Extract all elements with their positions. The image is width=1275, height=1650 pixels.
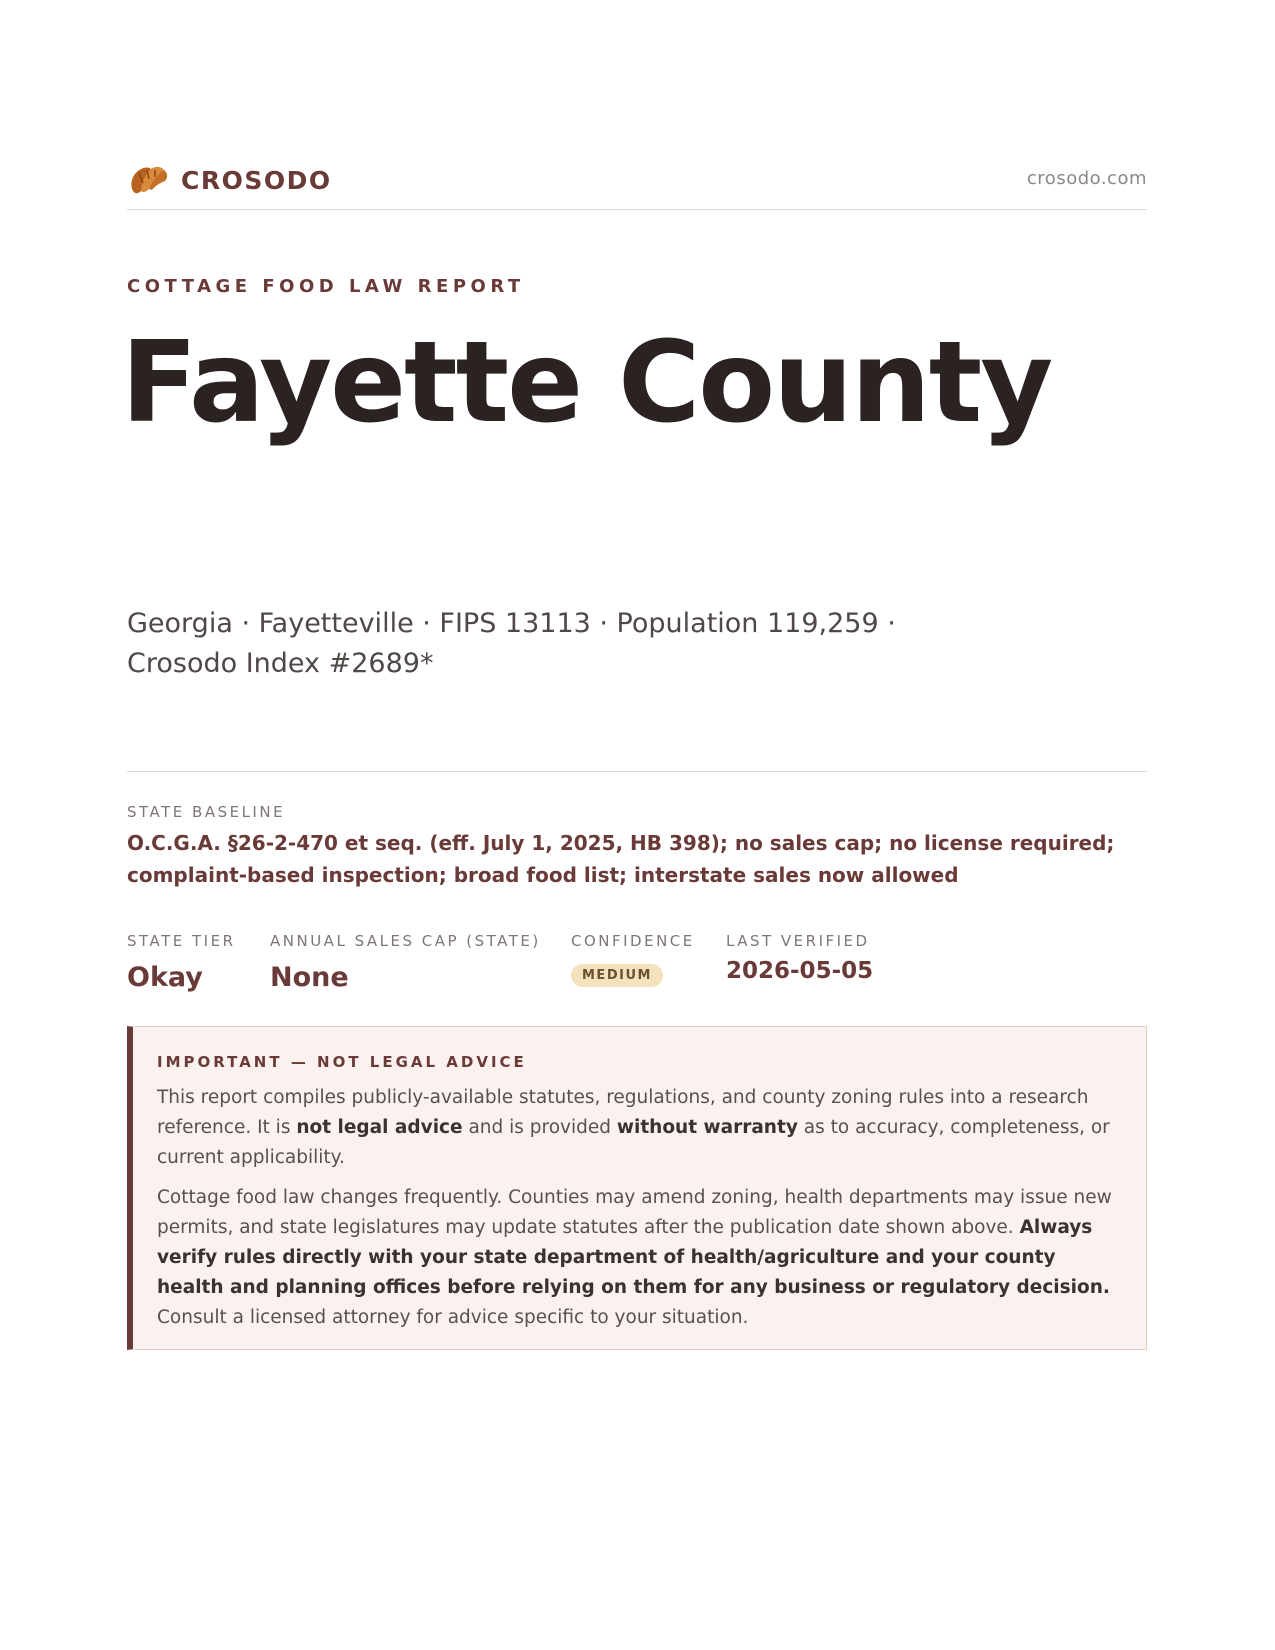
metric-confidence: [571, 932, 695, 987]
disclaimer-text: This report compiles publicly-available statutes, regulations, and county zoning rules into a research reference. It is: [157, 1087, 1089, 1138]
page-title: Fayette County: [121, 318, 1052, 448]
last-verified-value: 2026-05-05: [726, 958, 874, 984]
metric-state-tier: [127, 932, 236, 993]
metric-sales-cap: [270, 932, 541, 993]
site-url-link[interactable]: crosodo.com: [1026, 168, 1147, 189]
disclaimer-emphasis: not legal advice: [296, 1117, 463, 1138]
state-tier-value: Okay: [127, 962, 203, 993]
disclaimer-paragraph-2: [157, 1183, 1122, 1333]
disclaimer-text: Consult a licensed attorney for advice specific to your situation.: [157, 1307, 749, 1328]
disclaimer-emphasis: Always verify rules directly with your state department of health/agriculture and your county health and planning offices before relying on them for any business or regulatory decision.: [157, 1217, 1110, 1298]
disclaimer-text: and is provided: [462, 1117, 617, 1138]
baseline-text: O.C.G.A. §26-2-470 et seq. (eff. July 1, 2025, HB 398); no sales cap; no license required; complaint-based inspection; broad food list; interstate sales now allowed: [127, 831, 1115, 887]
report-page: [121, 0, 1147, 1650]
metric-last-verified: [726, 932, 873, 984]
sales-cap-label: ANNUAL SALES CAP (STATE): [270, 932, 541, 950]
disclaimer-text: as to accuracy, completeness, or current applicability.: [157, 1117, 1110, 1168]
confidence-label: CONFIDENCE: [571, 932, 695, 950]
state-tier-label: STATE TIER: [127, 932, 236, 950]
county-summary: [127, 604, 927, 684]
county-summary-line-1: Georgia · Fayetteville · FIPS 13113 · Population 119,259 ·: [127, 608, 896, 639]
page-header: [127, 158, 1147, 210]
disclaimer-emphasis: without warranty: [616, 1117, 798, 1138]
brand[interactable]: [127, 161, 332, 199]
croissant-icon: [127, 161, 169, 199]
sales-cap-value: None: [270, 962, 349, 993]
section-divider: [127, 771, 1147, 772]
baseline-label: STATE BASELINE: [127, 803, 286, 821]
report-eyebrow: COTTAGE FOOD LAW REPORT: [127, 276, 525, 297]
disclaimer-title: IMPORTANT — NOT LEGAL ADVICE: [157, 1053, 527, 1071]
county-summary-line-2: Crosodo Index #2689*: [127, 648, 434, 679]
legal-disclaimer: [127, 1026, 1147, 1350]
last-verified-label: LAST VERIFIED: [726, 932, 870, 950]
disclaimer-paragraph-1: [157, 1083, 1122, 1173]
confidence-badge: MEDIUM: [571, 964, 663, 987]
disclaimer-text: Cottage food law changes frequently. Counties may amend zoning, health departments may issue new permits, and state legislatures may update statutes after the publication date shown above.: [157, 1187, 1112, 1238]
brand-name: CROSODO: [181, 165, 332, 195]
